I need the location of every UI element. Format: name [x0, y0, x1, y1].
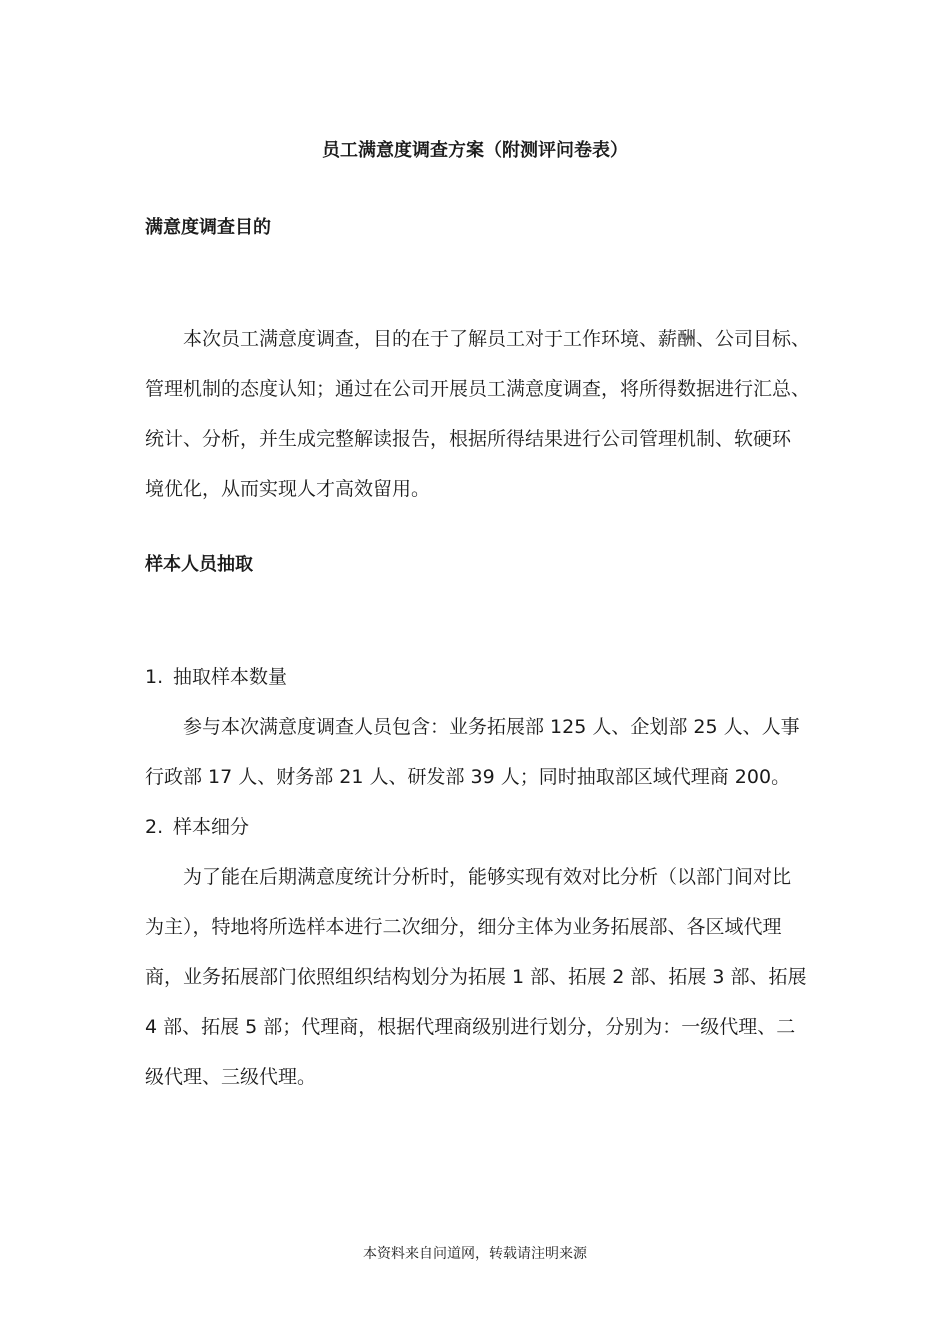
- sample-count-paragraph-line: 参与本次满意度调查人员包含：业务拓展部 125 人、企划部 25 人、人事: [183, 716, 800, 738]
- subdivision-paragraph-line: 为了能在后期满意度统计分析时，能够实现有效对比分析（以部门间对比: [183, 866, 792, 888]
- section-heading-purpose: 满意度调查目的: [145, 217, 271, 238]
- purpose-paragraph-line: 统计、分析，并生成完整解读报告，根据所得结果进行公司管理机制、软硬环: [145, 428, 792, 450]
- page-footer: 本资料来自问道网，转载请注明来源: [363, 1246, 587, 1262]
- list-item-label: 样本细分: [173, 816, 250, 838]
- subdivision-paragraph-line: 级代理、三级代理。: [145, 1066, 317, 1088]
- purpose-paragraph-line: 管理机制的态度认知；通过在公司开展员工满意度调查，将所得数据进行汇总、: [145, 378, 811, 400]
- purpose-paragraph-line: 境优化，从而实现人才高效留用。: [145, 478, 431, 500]
- subdivision-paragraph-line: 为主），特地将所选样本进行二次细分，细分主体为业务拓展部、各区域代理: [145, 916, 782, 938]
- list-item-number: 2.: [145, 816, 164, 838]
- purpose-paragraph-line: 本次员工满意度调查，目的在于了解员工对于工作环境、薪酬、公司目标、: [183, 328, 811, 350]
- sample-count-paragraph-line: 行政部 17 人、财务部 21 人、研发部 39 人；同时抽取部区域代理商 200。: [145, 766, 791, 788]
- subdivision-paragraph-line: 商，业务拓展部门依照组织结构划分为拓展 1 部、拓展 2 部、拓展 3 部、拓展: [145, 966, 807, 988]
- list-item-sample-subdivision: [145, 814, 249, 840]
- list-item-number: 1.: [145, 666, 164, 688]
- list-item-label: 抽取样本数量: [173, 666, 288, 688]
- document-title: 员工满意度调查方案（附测评问卷表）: [322, 140, 628, 161]
- subdivision-paragraph-line: 4 部、拓展 5 部；代理商，根据代理商级别进行划分，分别为：一级代理、二: [145, 1016, 796, 1038]
- section-heading-sampling: 样本人员抽取: [145, 554, 253, 575]
- list-item-sample-count: [145, 664, 287, 690]
